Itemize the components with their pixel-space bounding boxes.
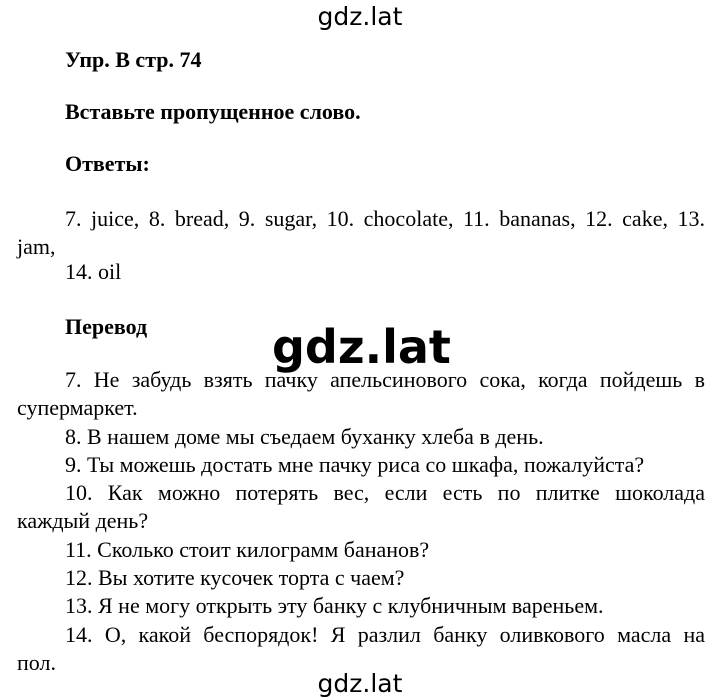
watermark-bottom: gdz.lat [317, 669, 403, 698]
instruction-text: Вставьте пропущенное слово. [65, 99, 361, 124]
answers-line-2: jam, [17, 234, 56, 259]
translation-7-line-1: 7. Не забудь взять пачку апельсинового сока, когда пойдешь в [65, 367, 705, 392]
translation-11: 11. Сколько стоит килограмм бананов? [65, 536, 430, 562]
watermark-middle: gdz.lat [272, 320, 451, 374]
translation-13: 13. Я не могу открыть эту банку с клубничным вареньем. [65, 593, 604, 619]
answers-block-2 [17, 258, 705, 286]
exercise-heading: Упр. B стр. 74 [65, 47, 202, 72]
translation-14-line-1: 14. О, какой беспорядок! Я разлил банку оливкового масла на [65, 621, 705, 647]
answers-label: Ответы: [65, 151, 150, 176]
answers-block [17, 205, 705, 261]
translation-8: 8. В нашем доме мы съедаем буханку хлеба в день. [65, 423, 544, 449]
answers-label-block [17, 150, 705, 178]
answers-line-3: 14. oil [65, 259, 122, 284]
translation-label: Перевод [65, 314, 148, 339]
answers-line-1: 7. juice, 8. bread, 9. sugar, 10. chocolate, 11. bananas, 12. cake, 13. [65, 206, 705, 231]
translation-14-line-2: пол. [17, 649, 56, 675]
translation-12: 12. Вы хотите кусочек торта с чаем? [65, 565, 405, 591]
translation-list [17, 366, 705, 677]
translation-7-line-2: супермаркет. [17, 395, 138, 421]
watermark-top: gdz.lat [317, 2, 403, 31]
translation-10-line-2: каждый день? [17, 508, 149, 534]
instruction-block [17, 98, 705, 126]
translation-9: 9. Ты можешь достать мне пачку риса со шкафа, пожалуйста? [65, 451, 645, 477]
exercise-heading-block [17, 46, 705, 74]
translation-10-line-1: 10. Как можно потерять вес, если есть по плитке шоколада [65, 480, 705, 506]
